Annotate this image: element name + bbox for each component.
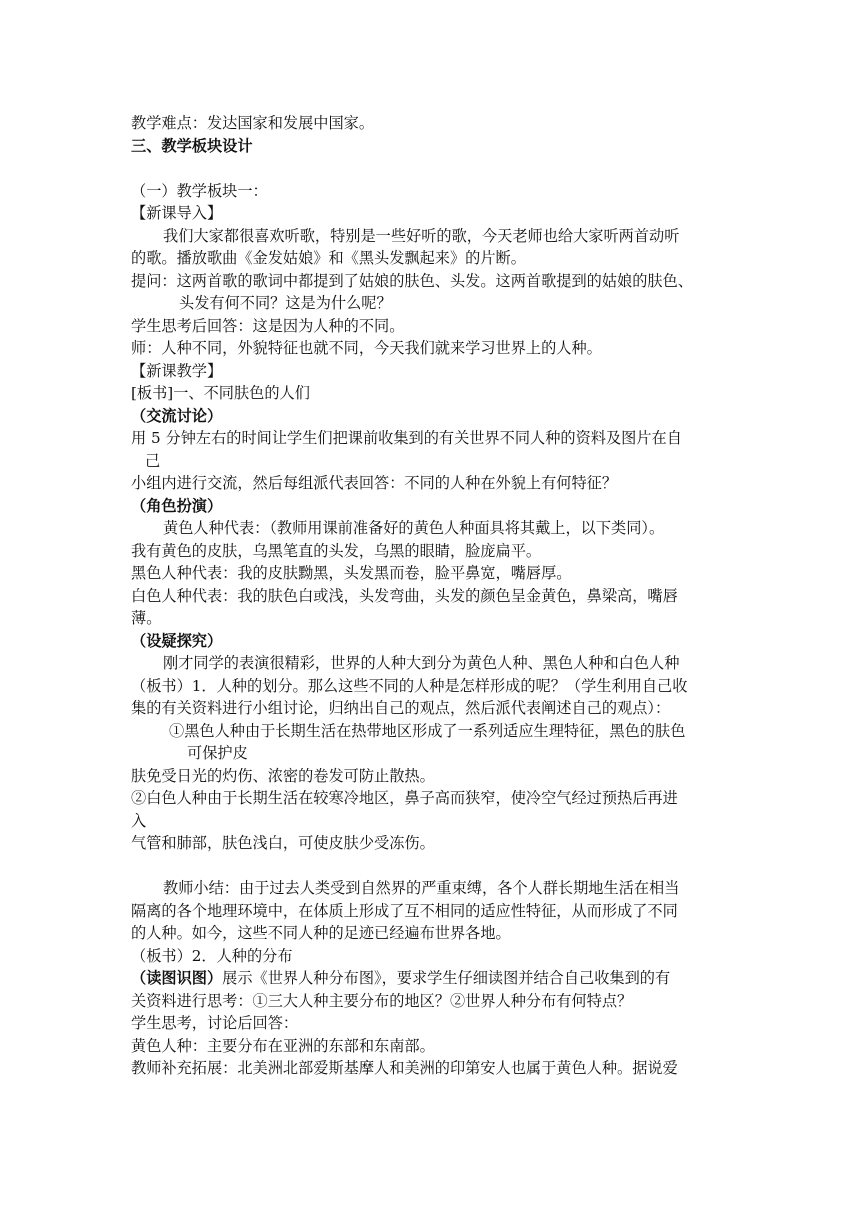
- inquiry-line-3: 集的有关资料进行小组讨论，归纳出自己的观点，然后派代表阐述自己的观点）：: [131, 699, 671, 717]
- white-race-rep-line-2: 薄。: [131, 609, 162, 627]
- teacher-summary-line-1: 教师小结：由于过去人类受到自然界的严重束缚，各个人群长期地生活在相当: [163, 879, 680, 897]
- white-race-reason-line-1: ②白色人种由于长期生活在较寒冷地区，鼻子高而狭窄，使冷空气经过预热后再进: [131, 789, 678, 807]
- black-race-rep: 黑色人种代表：我的皮肤黝黑，头发黑而卷，脸平鼻宽，嘴唇厚。: [131, 564, 572, 582]
- yellow-race-distribution: 黄色人种：主要分布在亚洲的东部和东南部。: [131, 1036, 435, 1055]
- black-race-reason-line-2: 可保护皮: [187, 744, 248, 762]
- map-reading-line-1: （读图识图）展示《世界人种分布图》，要求学生仔细读图并结合自己收集到的有: [131, 969, 671, 987]
- teacher-remark: 师：人种不同，外貌特征也就不同，今天我们就来学习世界上的人种。: [131, 339, 602, 357]
- new-lesson-intro-heading: 【新课导入】: [131, 204, 223, 222]
- yellow-race-rep-line-2: 我有黄色的皮肤，乌黑笔直的头发，乌黑的眼睛，脸庞扁平。: [131, 541, 542, 560]
- teaching-difficulty: 教学难点：发达国家和发展中国家。: [131, 114, 374, 132]
- role-play-heading: （角色扮演）: [131, 496, 223, 515]
- intro-paragraph-line-1: 我们大家都很喜欢听歌，特别是一些好听的歌，今天老师也给大家听两首动听: [163, 226, 680, 245]
- discussion-line-3: 小组内进行交流，然后每组派代表回答：不同的人种在外貌上有何特征？: [131, 474, 617, 492]
- intro-paragraph-line-2: 的歌。播放歌曲《金发姑娘》和《黑头发飘起来》的片断。: [131, 249, 526, 267]
- inquiry-line-2: （板书）1．人种的划分。那么这些不同的人种是怎样形成的呢？（学生利用自己收: [131, 676, 688, 695]
- inquiry-heading: （设疑探究）: [131, 631, 223, 650]
- black-race-reason-line-3: 肤免受日光的灼伤、浓密的卷发可防止散热。: [131, 766, 435, 785]
- blank-line: [131, 157, 771, 180]
- black-race-reason-line-1: ①黑色人种由于长期生活在热带地区形成了一系列适应生理特征，黑色的肤色: [169, 721, 686, 740]
- teacher-summary-line-3: 的人种。如今，这些不同人种的足迹已经遍布世界各地。: [131, 924, 511, 942]
- map-reading-label: （读图识图）: [131, 969, 223, 987]
- yellow-race-rep-line-1: 黄色人种代表：（教师用课前准备好的黄色人种面具将其戴上，以下类同）。: [163, 519, 665, 537]
- document-page: [131, 112, 771, 1080]
- section-heading-board-design: 三、教学板块设计: [131, 136, 253, 155]
- discussion-line-2: 己: [145, 451, 161, 470]
- board-heading-skin-colors: [板书]一、不同肤色的人们: [131, 384, 310, 402]
- question-line-2: 头发有何不同？这是为什么呢？: [179, 294, 392, 312]
- teacher-summary-line-2: 隔离的各个地理环境中，在体质上形成了互不相同的适应性特征，从而形成了不同: [131, 901, 678, 920]
- white-race-reason-line-2: 入: [131, 811, 147, 830]
- student-discussion: 学生思考，讨论后回答：: [131, 1014, 299, 1032]
- white-race-reason-line-3: 气管和肺部，肤色浅白，可使皮肤少受冻伤。: [131, 834, 435, 852]
- discussion-line-1: 用 5 分钟左右的时间让学生们把课前收集到的有关世界不同人种的资料及图片在自: [131, 429, 682, 447]
- blank-line: [131, 855, 771, 878]
- block-one-heading: （一）教学板块一：: [131, 181, 268, 200]
- question-line-1: 提问：这两首歌的歌词中都提到了姑娘的肤色、头发。这两首歌提到的姑娘的肤色、: [131, 271, 693, 290]
- discussion-heading: （交流讨论）: [131, 406, 223, 425]
- inquiry-line-1: 刚才同学的表演很精彩，世界的人种大到分为黄色人种、黑色人种和白色人种: [163, 654, 680, 672]
- student-answer: 学生思考后回答：这是因为人种的不同。: [131, 316, 405, 335]
- board-race-distribution: （板书）2．人种的分布: [131, 946, 293, 965]
- map-reading-line-2: 关资料进行思考：①三大人种主要分布的地区？②世界人种分布有何特点？: [131, 991, 633, 1010]
- new-lesson-teaching-heading: 【新课教学】: [131, 361, 223, 380]
- teacher-extension: 教师补充拓展：北美洲北部爱斯基摩人和美洲的印第安人也属于黄色人种。据说爱: [131, 1059, 678, 1077]
- white-race-rep-line-1: 白色人种代表：我的肤色白或浅，头发弯曲，头发的颜色呈金黄色，鼻梁高，嘴唇: [131, 586, 678, 605]
